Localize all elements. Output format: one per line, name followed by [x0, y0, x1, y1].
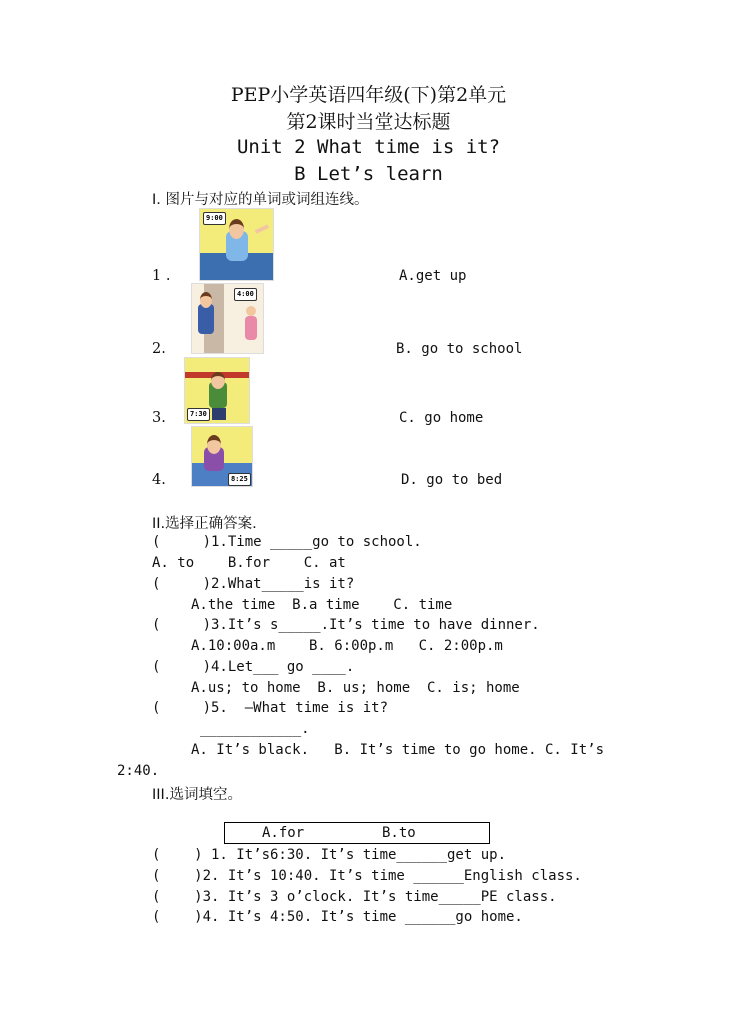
item-1-option: A.get up	[399, 268, 467, 284]
title-line-3: Unit 2 What time is it?	[236, 136, 501, 158]
q5-options: A. It’s black. B. It’s time to go home. C. It’s	[191, 742, 605, 758]
title-line-4: B Let’s learn	[294, 163, 443, 185]
picture-go-home	[191, 283, 264, 354]
word-option-a: A.for	[262, 825, 305, 841]
item-4-option: D. go to bed	[401, 472, 503, 488]
title-line-1: PEP小学英语四年级(下)第2单元	[230, 84, 507, 106]
item-3-option: C. go home	[399, 410, 484, 426]
title-line-2: 第2课时当堂达标题	[286, 111, 451, 133]
q1-options: A. to B.for C. at	[152, 555, 346, 571]
word-option-b: B.to	[382, 825, 416, 841]
q3-line: ( )3.It’s s_____.It’s time to have dinner.	[152, 617, 540, 633]
section-2-title: II.选择正确答案.	[152, 516, 257, 532]
q3-options: A.10:00a.m B. 6:00p.m C. 2:00p.m	[191, 638, 503, 654]
q5-line: ( )5. –What time is it?	[152, 700, 389, 716]
fill-4: ( )4. It’s 4:50. It’s time ______go home.	[152, 909, 523, 925]
clock-2: 4:00	[234, 288, 257, 301]
item-1-number: 1 .	[152, 268, 171, 284]
item-3-number: 3.	[152, 410, 166, 426]
fill-3: ( )3. It’s 3 o’clock. It’s time_____PE class.	[152, 889, 557, 905]
q5-options-wrap: 2:40.	[117, 763, 160, 779]
fill-2: ( )2. It’s 10:40. It’s time ______English class.	[152, 868, 582, 884]
section-1-title: I. 图片与对应的单词或词组连线。	[152, 192, 369, 208]
picture-get-up	[199, 208, 274, 281]
q5-answer-blank: ____________.	[200, 721, 310, 737]
q2-line: ( )2.What_____is it?	[152, 576, 355, 592]
clock-4: 8:25	[228, 473, 251, 486]
q2-options: A.the time B.a time C. time	[191, 597, 453, 613]
q4-line: ( )4.Let___ go ____.	[152, 659, 355, 675]
q4-options: A.us; to home B. us; home C. is; home	[191, 680, 520, 696]
item-2-number: 2.	[152, 341, 166, 357]
q1-line: ( )1.Time _____go to school.	[152, 534, 422, 550]
item-4-number: 4.	[152, 472, 166, 488]
clock-3: 7:30	[187, 408, 210, 421]
fill-1: ( ) 1. It’s6:30. It’s time______get up.	[152, 847, 507, 863]
picture-go-to-bed	[191, 426, 253, 487]
word-box	[224, 822, 490, 844]
section-3-title: III.选词填空。	[152, 787, 242, 803]
item-2-option: B. go to school	[396, 341, 523, 357]
clock-1: 9:00	[203, 212, 226, 225]
picture-go-to-school	[184, 357, 250, 424]
